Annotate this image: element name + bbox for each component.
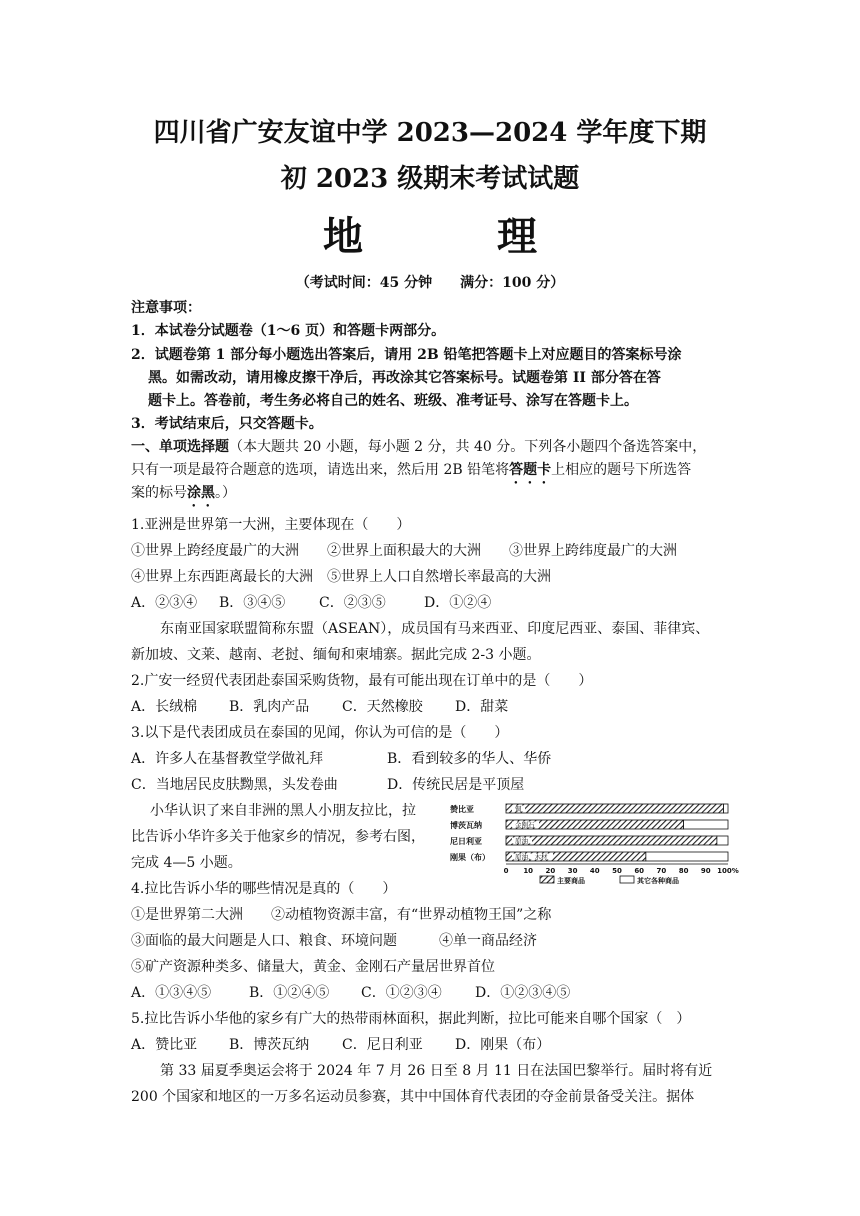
passage-line: 200 个国家和地区的一万多名运动员参赛，其中中国体育代表团的夺金前景备受关注。据体 [131,1089,695,1105]
bar-main [506,836,717,845]
x-tick-label: 80 [678,867,689,875]
option-d[interactable]: D．刚果（布） [455,1037,551,1053]
option-c[interactable]: C．尼日利亚 [342,1037,423,1053]
option-c[interactable]: C．②③⑤ [319,595,386,611]
bar-other [717,836,728,845]
question-options [131,982,731,1002]
x-tick-label: 0 [503,867,509,875]
note-item: 2．试题卷第 1 部分每小题选出答案后，请用 2B 铅笔把答题卡上对应题目的答案标号涂 [131,347,682,363]
export-structure-chart [448,800,740,890]
option-b[interactable]: B．③④⑤ [219,595,286,611]
question-item-line: ③面临的最大问题是人口、粮食、环境问题 ④单一商品经济 [131,933,537,949]
section-intro-line [131,482,731,510]
option-c[interactable]: C．当地居民皮肤黝黑，头发卷曲 [131,777,338,793]
passage-line: 东南亚国家联盟简称东盟（ASEAN），成员国有马来西亚、印度尼西亚、泰国、菲律宾、 [160,621,710,637]
section-intro-text: 上相应的题号下所选答 [551,462,692,478]
option-b[interactable]: B．博茨瓦纳 [229,1037,310,1053]
option-d[interactable]: D．传统民居是平顶屋 [387,777,525,793]
note-item: 1．本试卷分试题卷（1～6 页）和答题卡两部分。 [131,323,446,339]
option-a[interactable]: A．赞比亚 [131,1037,198,1053]
x-tick-label: 10 [523,867,534,875]
question-options [131,748,731,768]
option-c[interactable]: C．①②③④ [361,985,442,1001]
note-item: 3．考试结束后，只交答题卡。 [131,416,323,432]
option-d[interactable]: D．①②④ [424,595,492,611]
category-label: 尼日利亚 [450,837,482,846]
passage-line: 比告诉小华许多关于他家乡的情况，参考右图， [131,829,425,845]
question-item-line: ①世界上跨经度最广的大洲 ②世界上面积最大的大洲 ③世界上跨纬度最广的大洲 [131,543,677,559]
passage-line: 新加坡、文莱、越南、老挝、缅甸和柬埔寨。据此完成 2-3 小题。 [131,647,541,663]
emphasis-answer-sheet: 答题卡 [509,462,552,478]
question-options [131,592,731,612]
bar-label: 原油 [515,837,528,845]
option-a[interactable]: A．长绒棉 [131,699,198,715]
time-info: （考试时间：45 分钟 满分：100 分） [295,275,565,291]
bar-other [646,852,728,861]
option-d[interactable]: D．①②③④⑤ [475,985,571,1001]
x-tick-label: 90 [700,867,711,875]
question-options [131,1034,731,1054]
option-a[interactable]: A．②③④ [131,595,198,611]
question-stem: 4.拉比告诉小华的哪些情况是真的（ ） [131,881,397,897]
category-label: 赞比亚 [450,805,474,814]
section-title: 一、单项选择题 [131,439,229,455]
section-intro-text: （本大题共 20 小题，每小题 2 分，共 40 分。下列各小题四个备选答案中， [229,439,707,455]
bar-label: 铜 [515,805,522,813]
legend-label-other: 其它各种商品 [637,877,679,885]
note-item: 题卡上。答卷前，考生务必将自己的姓名、班级、准考证号、涂写在答题卡上。 [148,393,638,409]
question-item-line: ④世界上东西距离最长的大洲 ⑤世界上人口自然增长率最高的大洲 [131,569,551,585]
option-b[interactable]: B．乳肉产品 [229,699,310,715]
question-options [131,774,731,794]
bar-main [506,804,724,813]
question-stem: 3.以下是代表团成员在泰国的见闻，你认为可信的是（ ） [131,725,509,741]
passage-line: 小华认识了来自非洲的黑人小朋友拉比，拉 [150,803,416,819]
bar-other [724,804,728,813]
category-label: 刚果（布） [450,853,490,862]
x-tick-label: 40 [589,867,600,875]
question-item-line: ⑤矿产资源种类多、储量大，黄金、金刚石产量居世界首位 [131,959,495,975]
option-d[interactable]: D．甜菜 [455,699,509,715]
x-tick-label: 20 [545,867,556,875]
legend-label-main: 主要商品 [557,877,585,885]
question-options [131,696,731,716]
emphasis-blacken: 涂黑 [187,485,215,501]
x-tick-label: 100% [717,867,739,875]
question-stem: 5.拉比告诉小华他的家乡有广大的热带雨林面积，据此判断，拉比可能来自哪个国家（ ） [131,1011,691,1027]
school-title: 四川省广安友谊中学 2023—2024 学年度下期 [153,118,707,148]
question-stem: 2.广安一经贸代表团赴泰国采购货物，最有可能出现在订单中的是（ ） [131,673,593,689]
section-intro-text: 只有一项是最符合题意的选项，请选出来，然后用 2B 铅笔将 [131,462,510,478]
x-tick-label: 30 [567,867,578,875]
bar-label: 原油、木材 [515,853,548,861]
section-intro-text: 。） [215,485,236,501]
passage-line: 第 33 届夏季奥运会将于 2024 年 7 月 26 日至 8 月 11 日在法国巴黎举行。届时将有近 [160,1063,713,1079]
x-tick-label: 60 [634,867,645,875]
category-label: 博茨瓦纳 [450,821,482,830]
notes-heading: 注意事项： [131,300,201,316]
option-a[interactable]: A．①③④⑤ [131,985,212,1001]
option-c[interactable]: C．天然橡胶 [342,699,423,715]
bar-label: 金刚石 [515,821,535,829]
exam-title: 初 2023 级期末考试试题 [280,164,580,194]
subject-title: 地 理 [323,213,597,260]
x-tick-label: 50 [612,867,622,875]
option-b[interactable]: B．看到较多的华人、华侨 [387,751,552,767]
passage-line: 完成 4—5 小题。 [131,855,242,871]
note-item: 黑。如需改动，请用橡皮擦干净后，再改涂其它答案标号。试题卷第 II 部分答在答 [148,370,661,386]
bar-other [684,820,728,829]
option-b[interactable]: B．①②④⑤ [249,985,330,1001]
section-intro-line [131,436,731,456]
x-tick-label: 70 [656,867,667,875]
question-item-line: ①是世界第二大洲 ②动植物资源丰富，有“世界动植物王国”之称 [131,907,552,923]
question-stem: 1.亚洲是世界第一大洲，主要体现在（ ） [131,517,411,533]
option-a[interactable]: A．许多人在基督教堂学做礼拜 [131,751,324,767]
section-intro-text: 案的标号 [131,485,187,501]
